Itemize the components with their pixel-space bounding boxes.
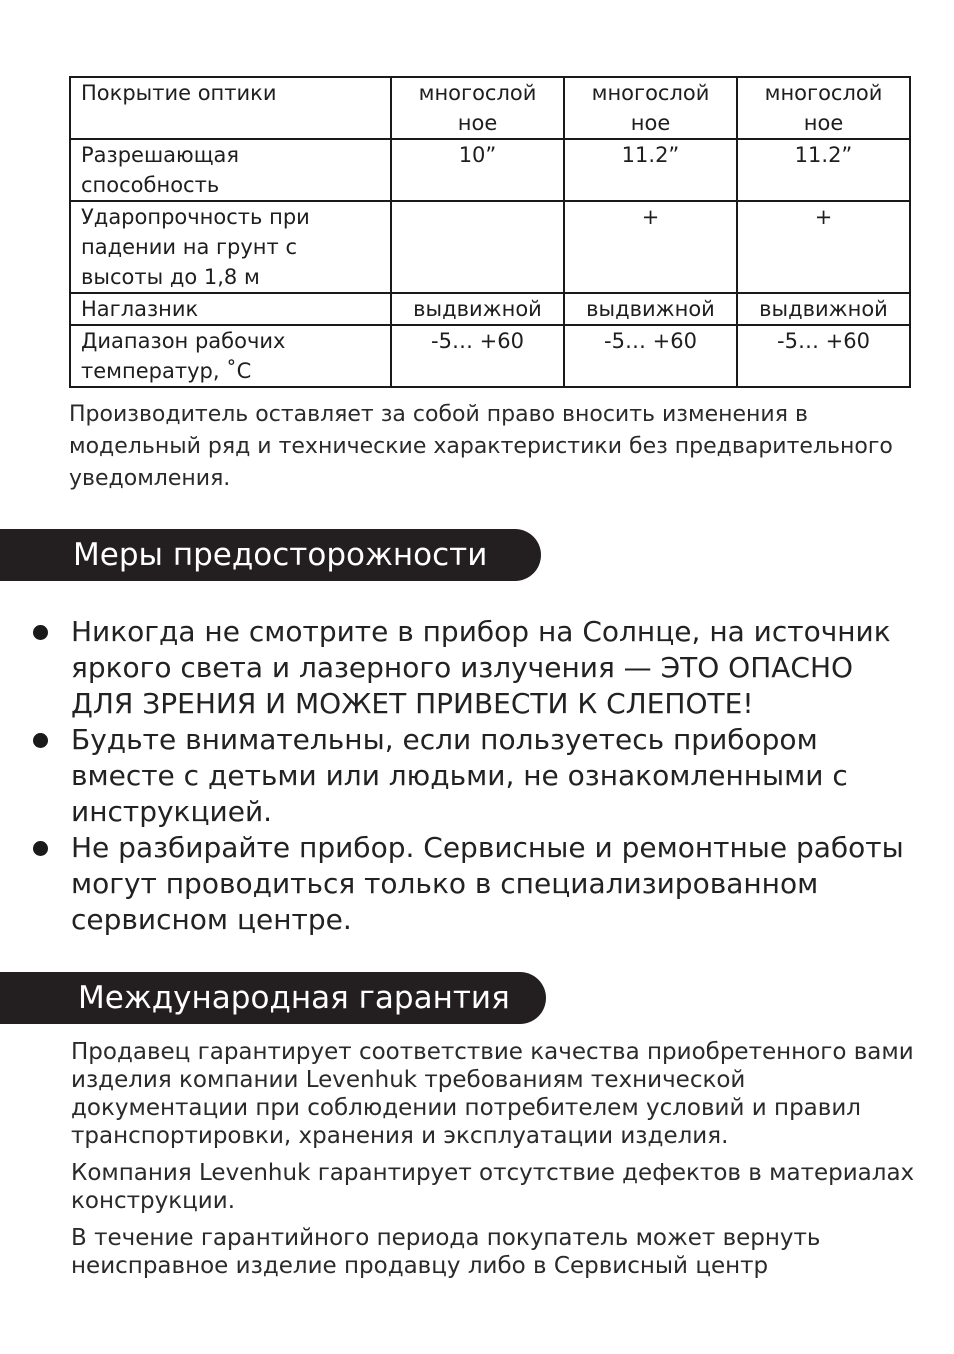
table-row — [70, 139, 910, 201]
spec-table — [69, 76, 911, 388]
row-value: многослой ное — [564, 77, 737, 139]
precautions-heading: Меры предосторожности — [0, 529, 541, 581]
list-item-text: Не разбирайте прибор. Сервисные и ремонтные работы могут проводиться только в специализированном сервисном центре. — [71, 831, 904, 936]
table-row — [70, 77, 910, 139]
table-row — [70, 293, 910, 325]
row-value: многослой ное — [737, 77, 910, 139]
row-value: выдвижной — [564, 293, 737, 325]
warranty-paragraph: Продавец гарантирует соответствие качества приобретенного вами изделия компании Levenhuk требованиям технической документации при соблюдении потребителем условий и правил транспортировки, хранения и эксплуатации изделия. — [71, 1039, 914, 1149]
disclaimer-note: Производитель оставляет за собой право вносить изменения в модельный ряд и технические характеристики без предварительного уведомления. — [69, 402, 893, 491]
bullet-icon — [33, 841, 48, 856]
bullet-icon — [33, 733, 48, 748]
row-value: 11.2” — [564, 139, 737, 201]
row-value: выдвижной — [391, 293, 564, 325]
table-row — [70, 201, 910, 293]
list-item — [0, 614, 954, 722]
list-item — [0, 722, 954, 830]
precautions-list — [0, 614, 954, 938]
row-value: -5… +60 — [564, 325, 737, 387]
list-item-text: Будьте внимательны, если пользуетесь прибором вместе с детьми или людьми, не ознакомленными с инструкцией. — [71, 723, 848, 828]
warranty-paragraph: В течение гарантийного периода покупатель может вернуть неисправное изделие продавцу либо в Сервисный центр — [71, 1225, 821, 1279]
warranty-paragraph: Компания Levenhuk гарантирует отсутствие дефектов в материалах конструкции. — [71, 1160, 915, 1214]
row-value: -5… +60 — [737, 325, 910, 387]
row-value: + — [737, 201, 910, 293]
list-item — [0, 830, 954, 938]
row-label: Диапазон рабочих температур, ˚C — [70, 325, 391, 387]
warranty-heading: Международная гарантия — [0, 972, 546, 1024]
row-value: 11.2” — [737, 139, 910, 201]
list-item-text: Никогда не смотрите в прибор на Солнце, на источник яркого света и лазерного излучения — ЭТО ОПАСНО ДЛЯ ЗРЕНИЯ И МОЖЕТ ПРИВЕСТИ К СЛЕПОТЕ! — [71, 615, 891, 720]
row-value: многослой ное — [391, 77, 564, 139]
row-label: Наглазник — [70, 293, 391, 325]
warranty-text — [71, 1038, 921, 1289]
row-label: Покрытие оптики — [70, 77, 391, 139]
table-row — [70, 325, 910, 387]
row-value: 10” — [391, 139, 564, 201]
row-label: Разрешающая способность — [70, 139, 391, 201]
row-value: -5… +60 — [391, 325, 564, 387]
row-label: Ударопрочность при падении на грунт с высоты до 1,8 м — [70, 201, 391, 293]
bullet-icon — [33, 625, 48, 640]
row-value: выдвижной — [737, 293, 910, 325]
row-value — [391, 201, 564, 293]
row-value: + — [564, 201, 737, 293]
